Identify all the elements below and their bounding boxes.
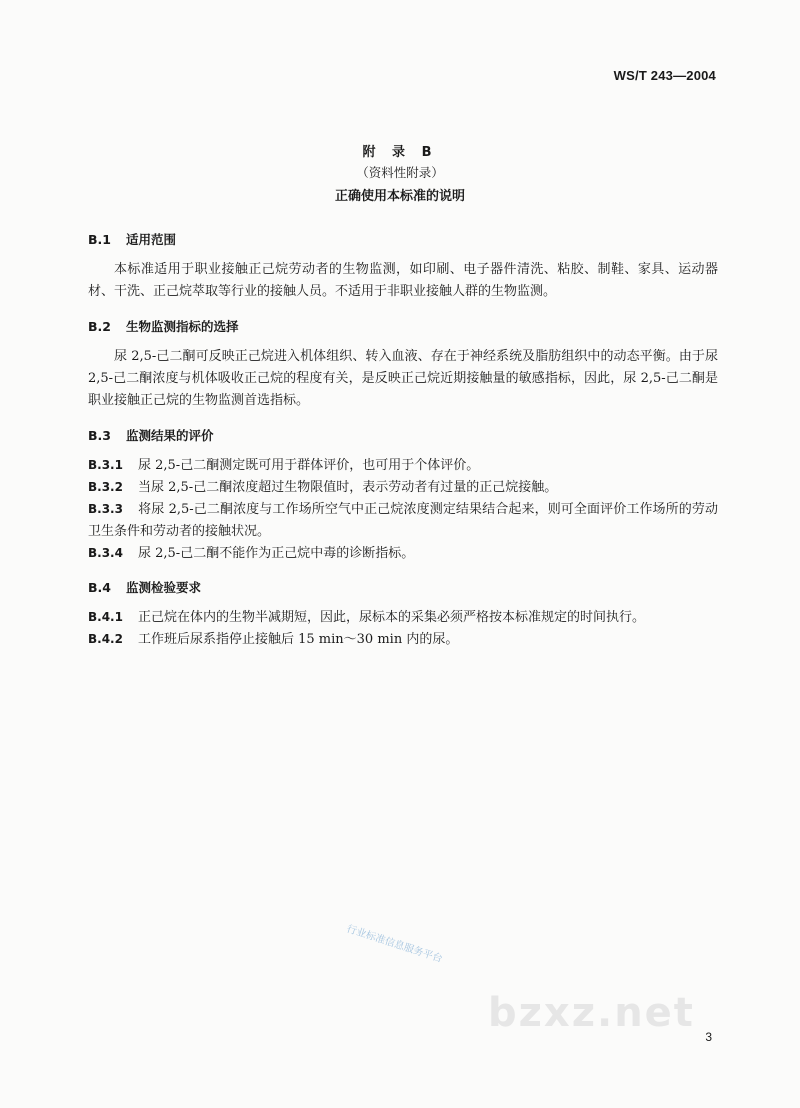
platform-stamp: 行业标准信息服务平台 [345,923,444,966]
section-number: B.3 [88,428,111,443]
clause-b4-2 [88,628,718,651]
clause-b3-2 [88,476,718,499]
section-title: 生物监测指标的选择 [126,319,239,334]
section-heading-b3 [88,426,214,444]
section-heading-b1 [88,230,176,248]
clause-number: B.3.3 [88,502,123,516]
section-number: B.2 [88,319,111,334]
page-number: 3 [705,1030,712,1044]
clause-text: 工作班后尿系指停止接触后 15 min～30 min 内的尿。 [138,632,459,647]
clause-text: 正己烷在体内的生物半减期短，因此，尿标本的采集必须严格按本标准规定的时间执行。 [138,610,646,625]
section-number: B.4 [88,580,111,595]
clause-number: B.4.1 [88,610,123,624]
clause-number: B.3.1 [88,458,123,472]
standard-code: WS/T 243—2004 [613,68,716,83]
clause-b3-1 [88,454,718,477]
section-title: 适用范围 [126,232,177,247]
site-watermark: bzxz.net [488,990,695,1036]
clause-text: 将尿 2,5-己二酮浓度与工作场所空气中正己烷浓度测定结果结合起来，则可全面评价工作场所的劳动卫生条件和劳动者的接触状况。 [88,502,718,539]
section-number: B.1 [88,232,111,247]
clause-text: 当尿 2,5-己二酮浓度超过生物限值时，表示劳动者有过量的正己烷接触。 [138,480,558,495]
clause-b3-3 [88,498,718,543]
paragraph-b1: 本标准适用于职业接触正己烷劳动者的生物监测，如印刷、电子器件清洗、粘胶、制鞋、家具、运动器材、干洗、正己烷萃取等行业的接触人员。不适用于非职业接触人群的生物监测。 [88,262,718,299]
clause-text: 尿 2,5-己二酮测定既可用于群体评价，也可用于个体评价。 [138,458,480,473]
section-title: 监测检验要求 [126,580,202,595]
clause-b3-4 [88,542,718,565]
clause-number: B.3.4 [88,546,123,560]
clause-number: B.3.2 [88,480,123,494]
section-heading-b4 [88,578,201,596]
appendix-label: 附 录 B [362,145,438,160]
paragraph-b2: 尿 2,5-己二酮可反映正己烷进入机体组织、转入血液、存在于神经系统及脂肪组织中的动态平衡。由于尿 2,5-己二酮浓度与机体吸收正己烷的程度有关，是反映正己烷近期接触量的敏感指标，因此，尿 2,5-己二酮是职业接触正己烷的生物监测首选指标。 [88,349,718,408]
appendix-kind: （资料性附录） [356,165,444,180]
clause-text: 尿 2,5-己二酮不能作为正己烷中毒的诊断指标。 [138,546,415,561]
section-title: 监测结果的评价 [126,428,214,443]
clause-number: B.4.2 [88,632,123,646]
clause-b4-1 [88,606,718,629]
section-heading-b2 [88,317,239,335]
appendix-title: 正确使用本标准的说明 [334,189,465,204]
